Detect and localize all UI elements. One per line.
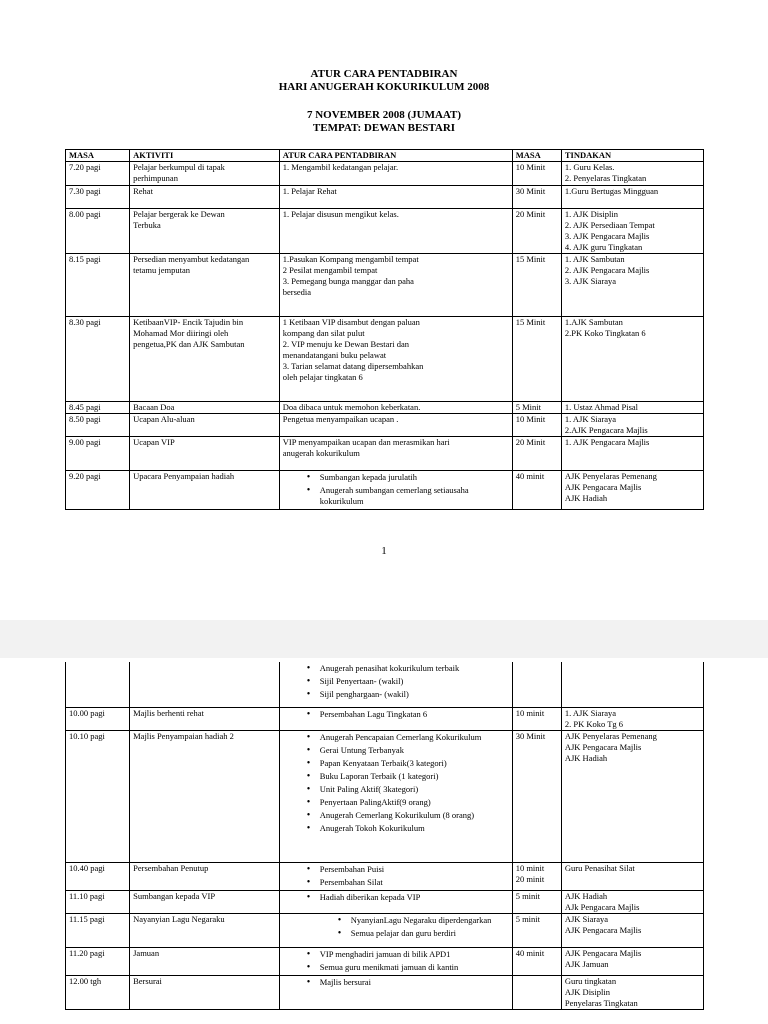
cell-durasi <box>512 471 561 510</box>
table-row <box>66 862 704 890</box>
bullet-list <box>283 977 509 988</box>
cell-line: Persembahan Penutup <box>133 862 209 873</box>
bullet-item: • Anugerah sumbangan cemerlang setiausaha kokurikulum <box>320 485 509 507</box>
cell-masa: 11.15 pagi <box>66 913 130 947</box>
cell-tindakan <box>561 471 703 510</box>
cell-line: AJK Siaraya <box>564 913 609 924</box>
cell-line: AJK Jamuan <box>564 958 609 969</box>
cell-aktiviti <box>130 186 280 209</box>
cell-line: oleh pelajar tingkatan 6 <box>282 372 363 382</box>
bullet-list <box>283 709 509 720</box>
cell-line: 2. AJK Pengacara Majlis <box>564 265 650 275</box>
bullet-item: • Gerai Untung Terbanyak <box>320 745 509 756</box>
cell-durasi <box>512 730 561 862</box>
cell-line: AJK Pengacara Majlis <box>564 741 642 752</box>
cell-line: 1.Guru Bertugas Mingguan <box>564 186 659 196</box>
cell-line: bersedia <box>282 287 312 297</box>
bullet-list <box>283 892 509 903</box>
cell-line: 2. AJK Persediaan Tempat <box>564 220 655 230</box>
cell-aktiviti <box>130 862 280 890</box>
bullet-item: • Penyertaan PalingAktif(9 orang) <box>320 797 509 808</box>
table-row <box>66 317 704 402</box>
cell-masa: 7.20 pagi <box>66 162 130 186</box>
cell-aktiviti <box>130 913 280 947</box>
event-title: HARI ANUGERAH KOKURIKULUM 2008 <box>278 81 490 93</box>
bullet-item: • Sijil Penyertaan- (wakil) <box>320 676 509 687</box>
bullet-item: • Buku Laporan Terbaik (1 kategori) <box>320 771 509 782</box>
table-row <box>66 707 704 730</box>
cell-aktiviti <box>130 975 280 1009</box>
table-row <box>66 186 704 209</box>
cell-line: 2.AJK Pengacara Majlis <box>564 425 648 435</box>
cell-line: VIP menyampaikan ucapan dan merasmikan hari <box>282 437 450 447</box>
cell-atur-cara <box>279 209 512 254</box>
cell-tindakan <box>561 890 703 913</box>
cell-durasi <box>512 662 561 707</box>
cell-line: 30 Minit <box>515 186 546 196</box>
cell-aktiviti <box>130 730 280 862</box>
cell-line: Rehat <box>133 186 153 196</box>
cell-line: 5 Minit <box>515 402 541 412</box>
cell-line: 1. Pelajar Rehat <box>282 186 337 196</box>
cell-line: Nayanyian Lagu Negaraku <box>133 913 225 924</box>
cell-line: 1. Pelajar disusun mengikut kelas. <box>282 209 399 219</box>
event-date: 7 NOVEMBER 2008 (JUMAAT) <box>306 109 462 121</box>
cell-line: Jamuan <box>133 947 160 958</box>
cell-line: AJK Pengacara Majlis <box>564 482 642 492</box>
cell-masa: 10.00 pagi <box>66 707 130 730</box>
cell-line: Pelajar bergerak ke Dewan <box>133 209 225 219</box>
cell-line: menandatangani buku pelawat <box>282 350 387 360</box>
bullet-item: • Anugerah Tokoh Kokurikulum <box>320 823 509 834</box>
table-row <box>66 414 704 437</box>
cell-line: 40 minit <box>515 947 545 958</box>
table-header-row <box>66 150 704 162</box>
cell-line: 4. AJK guru Tingkatan <box>564 242 643 252</box>
cell-line: AJK Pengacara Majlis <box>564 924 642 935</box>
cell-line: 2 Pesilat mengambil tempat <box>282 265 378 275</box>
cell-line: 15 Minit <box>515 317 546 327</box>
cell-atur-cara <box>279 414 512 437</box>
cell-tindakan <box>561 254 703 317</box>
cell-atur-cara <box>279 913 512 947</box>
cell-atur-cara <box>279 730 512 862</box>
cell-tindakan <box>561 707 703 730</box>
cell-masa: 10.10 pagi <box>66 730 130 862</box>
cell-aktiviti <box>130 890 280 913</box>
table-row <box>66 662 704 707</box>
cell-aktiviti <box>130 707 280 730</box>
cell-line: 3. AJK Siaraya <box>564 276 617 286</box>
cell-aktiviti <box>130 947 280 975</box>
cell-masa: 8.00 pagi <box>66 209 130 254</box>
cell-line: 2. PK Koko Tg 6 <box>564 718 624 729</box>
cell-durasi <box>512 186 561 209</box>
cell-durasi <box>512 862 561 890</box>
cell-line: 1 Ketibaan VIP disambut dengan paluan <box>282 317 420 327</box>
schedule-table-page-2 <box>65 662 704 1010</box>
cell-aktiviti <box>130 414 280 437</box>
bullet-item: • Sumbangan kepada jurulatih <box>320 472 509 483</box>
cell-line: perhimpunan <box>133 173 178 183</box>
cell-line: 1. AJK Siaraya <box>564 707 617 718</box>
cell-tindakan <box>561 317 703 402</box>
col-header-durasi: MASA <box>512 150 561 162</box>
cell-line: 15 Minit <box>515 254 546 264</box>
cell-line: 3. Pemegang bunga manggar dan paha <box>282 276 414 286</box>
cell-line: AJK Hadiah <box>564 493 608 503</box>
bullet-item: • Anugerah penasihat kokurikulum terbaik <box>320 663 509 674</box>
page-number: 1 <box>381 545 387 557</box>
cell-line: AJK Hadiah <box>564 890 608 901</box>
cell-tindakan <box>561 437 703 471</box>
cell-masa: 8.50 pagi <box>66 414 130 437</box>
cell-durasi <box>512 402 561 414</box>
cell-line: AJk Pengacara Majlis <box>564 901 640 912</box>
cell-line: anugerah kokurikulum <box>282 448 360 458</box>
cell-line: 5 minit <box>515 890 541 901</box>
cell-aktiviti <box>130 437 280 471</box>
schedule-table-page-1 <box>65 149 704 510</box>
cell-line: Bacaan Doa <box>133 402 175 412</box>
cell-durasi <box>512 707 561 730</box>
cell-line: 1. Mengambil kedatangan pelajar. <box>282 162 399 172</box>
cell-line: 1. Ustaz Ahmad Pisal <box>564 402 639 412</box>
cell-line: Bersurai <box>133 975 162 986</box>
cell-line: Guru tingkatan <box>564 975 617 986</box>
cell-line: 40 minit <box>515 471 545 481</box>
cell-line: 2. VIP menuju ke Dewan Bestari dan <box>282 339 410 349</box>
cell-line: 30 Minit <box>515 730 546 741</box>
cell-line: 10 Minit <box>515 162 546 172</box>
cell-line: 2. Penyelaras Tingkatan <box>564 173 647 183</box>
cell-tindakan <box>561 662 703 707</box>
bullet-item: • Semua pelajar dan guru berdiri <box>351 928 509 939</box>
cell-masa: 12.00 tgh <box>66 975 130 1009</box>
cell-durasi <box>512 437 561 471</box>
bullet-item: • Papan Kenyataan Terbaik(3 kategori) <box>320 758 509 769</box>
cell-durasi <box>512 209 561 254</box>
cell-aktiviti <box>130 662 280 707</box>
cell-atur-cara <box>279 662 512 707</box>
col-header-aktiviti: AKTIVITI <box>130 150 280 162</box>
cell-line: Doa dibaca untuk memohon keberkatan. <box>282 402 421 412</box>
cell-line: 10 minit <box>515 707 545 718</box>
cell-line: 2.PK Koko Tingkatan 6 <box>564 328 646 338</box>
cell-line: kompang dan silat pulut <box>282 328 365 338</box>
cell-tindakan <box>561 730 703 862</box>
cell-durasi <box>512 317 561 402</box>
cell-line: Majlis Penyampaian hadiah 2 <box>133 730 234 741</box>
bullet-item: • NyanyianLagu Negaraku diperdengarkan <box>351 915 509 926</box>
cell-atur-cara <box>279 471 512 510</box>
bullet-item: • Sijil penghargaan- (wakil) <box>320 689 509 700</box>
page-gap <box>0 620 768 658</box>
cell-line: Penyelaras Tingkatan <box>564 997 638 1008</box>
cell-masa: 8.45 pagi <box>66 402 130 414</box>
cell-masa: 8.15 pagi <box>66 254 130 317</box>
col-header-atur-cara: ATUR CARA PENTADBIRAN <box>279 150 512 162</box>
cell-atur-cara <box>279 890 512 913</box>
cell-aktiviti <box>130 317 280 402</box>
cell-line: Sumbangan kepada VIP <box>133 890 216 901</box>
cell-tindakan <box>561 209 703 254</box>
bullet-list <box>283 732 509 834</box>
cell-line: pengetua,PK dan AJK Sambutan <box>133 339 245 349</box>
cell-line: KetibaanVIP- Encik Tajudin bin <box>133 317 244 327</box>
cell-durasi <box>512 975 561 1009</box>
cell-atur-cara <box>279 437 512 471</box>
bullet-item: • Anugerah Pencapaian Cemerlang Kokurikulum <box>320 732 509 743</box>
cell-atur-cara <box>279 254 512 317</box>
cell-line: Pelajar berkumpul di tapak <box>133 162 225 172</box>
cell-atur-cara <box>279 862 512 890</box>
cell-line: 1. Guru Kelas. <box>564 162 615 172</box>
cell-atur-cara <box>279 186 512 209</box>
bullet-item: • Persembahan Silat <box>320 877 509 888</box>
cell-line: Persedian menyambut kedatangan <box>133 254 250 264</box>
cell-aktiviti <box>130 471 280 510</box>
bullet-item: • Unit Paling Aktif( 3kategori) <box>320 784 509 795</box>
cell-atur-cara <box>279 707 512 730</box>
cell-line: Majlis berhenti rehat <box>133 707 204 718</box>
cell-tindakan <box>561 913 703 947</box>
cell-line: Mohamad Mor diiringi oleh <box>133 328 229 338</box>
bullet-list <box>283 472 509 507</box>
cell-line: 1. AJK Pengacara Majlis <box>564 437 650 447</box>
cell-masa: 11.10 pagi <box>66 890 130 913</box>
doc-title: ATUR CARA PENTADBIRAN <box>310 68 458 80</box>
cell-masa: 7.30 pagi <box>66 186 130 209</box>
table-row <box>66 402 704 414</box>
table-row <box>66 209 704 254</box>
cell-durasi <box>512 414 561 437</box>
cell-tindakan <box>561 975 703 1009</box>
cell-line: 20 Minit <box>515 437 546 447</box>
cell-aktiviti <box>130 209 280 254</box>
cell-line: Upacara Penyampaian hadiah <box>133 471 235 481</box>
cell-line: 20 Minit <box>515 209 546 219</box>
table-row <box>66 162 704 186</box>
bullet-item: • Persembahan Puisi <box>320 864 509 875</box>
cell-tindakan <box>561 862 703 890</box>
bullet-item: • Hadiah diberikan kepada VIP <box>320 892 509 903</box>
cell-line: AJK Penyelaras Pemenang <box>564 730 657 741</box>
cell-line: AJK Disiplin <box>564 986 610 997</box>
bullet-item: • Persembahan Lagu Tingkatan 6 <box>320 709 509 720</box>
cell-atur-cara <box>279 317 512 402</box>
cell-line: 1. AJK Sambutan <box>564 254 625 264</box>
cell-atur-cara <box>279 402 512 414</box>
cell-durasi <box>512 162 561 186</box>
cell-line: 3. Tarian selamat datang dipersembahkan <box>282 361 424 371</box>
cell-line: Pengetua menyampaikan ucapan . <box>282 414 399 424</box>
cell-tindakan <box>561 162 703 186</box>
cell-masa: 9.20 pagi <box>66 471 130 510</box>
event-venue: TEMPAT: DEWAN BESTARI <box>312 122 456 134</box>
cell-masa <box>66 662 130 707</box>
cell-tindakan <box>561 947 703 975</box>
cell-line: 10 minit <box>515 862 545 873</box>
cell-tindakan <box>561 186 703 209</box>
cell-durasi <box>512 890 561 913</box>
bullet-item: • Majlis bersurai <box>320 977 509 988</box>
cell-line: 10 Minit <box>515 414 546 424</box>
cell-line: AJK Pengacara Majlis <box>564 947 642 958</box>
cell-line: Ucapan VIP <box>133 437 175 447</box>
cell-tindakan <box>561 414 703 437</box>
cell-line: 1. AJK Disiplin <box>564 209 618 219</box>
col-header-masa: MASA <box>66 150 130 162</box>
table-row <box>66 975 704 1009</box>
cell-line: Ucapan Alu-aluan <box>133 414 195 424</box>
cell-aktiviti <box>130 402 280 414</box>
cell-aktiviti <box>130 254 280 317</box>
bullet-item: • Anugerah Cemerlang Kokurikulum (8 orang) <box>320 810 509 821</box>
cell-line: tetamu jemputan <box>133 265 190 275</box>
cell-atur-cara <box>279 975 512 1009</box>
cell-aktiviti <box>130 162 280 186</box>
cell-line: Guru Penasihat Silat <box>564 862 635 873</box>
cell-durasi <box>512 947 561 975</box>
cell-line: 5 minit <box>515 913 541 924</box>
cell-atur-cara <box>279 947 512 975</box>
cell-line: 1.Pasukan Kompang mengambil tempat <box>282 254 419 264</box>
table-row <box>66 471 704 510</box>
page-2 <box>0 658 768 1024</box>
table-row <box>66 730 704 862</box>
bullet-item: • VIP menghadiri jamuan di bilik APD1 <box>320 949 509 960</box>
table-row <box>66 254 704 317</box>
cell-durasi <box>512 913 561 947</box>
table-row <box>66 890 704 913</box>
cell-masa: 8.30 pagi <box>66 317 130 402</box>
cell-tindakan <box>561 402 703 414</box>
bullet-list <box>283 663 509 700</box>
bullet-list <box>283 915 509 939</box>
cell-atur-cara <box>279 162 512 186</box>
cell-line: 1.AJK Sambutan <box>564 317 623 327</box>
bullet-list <box>283 864 509 888</box>
bullet-item: • Semua guru menikmati jamuan di kantin <box>320 962 509 973</box>
cell-line: Terbuka <box>133 220 161 230</box>
cell-durasi <box>512 254 561 317</box>
cell-line: AJK Penyelaras Pemenang <box>564 471 657 481</box>
cell-line: 3. AJK Pengacara Majlis <box>564 231 650 241</box>
col-header-tindakan: TINDAKAN <box>561 150 703 162</box>
cell-masa: 10.40 pagi <box>66 862 130 890</box>
bullet-list <box>283 949 509 973</box>
cell-line: AJK Hadiah <box>564 752 608 763</box>
cell-masa: 11.20 pagi <box>66 947 130 975</box>
cell-masa: 9.00 pagi <box>66 437 130 471</box>
table-row <box>66 913 704 947</box>
cell-line: 1. AJK Siaraya <box>564 414 617 424</box>
table-row <box>66 947 704 975</box>
cell-line: 20 minit <box>515 873 545 884</box>
table-row <box>66 437 704 471</box>
